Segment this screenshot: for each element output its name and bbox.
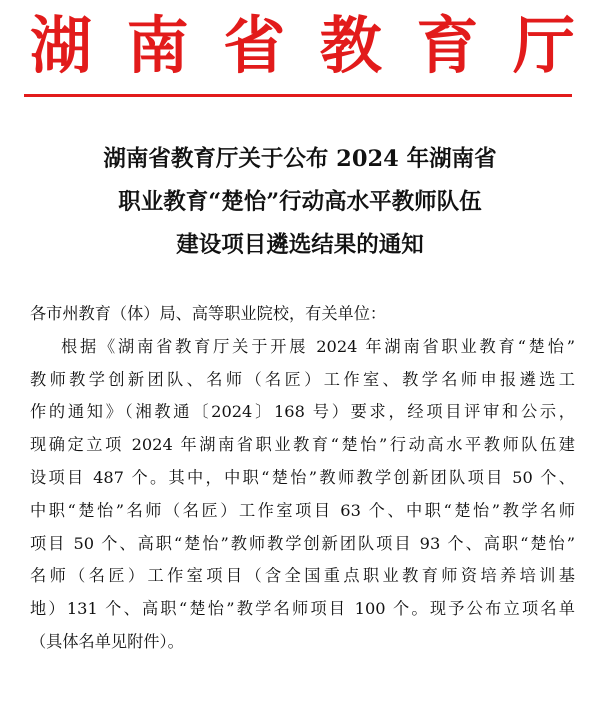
- paragraph-line: 教师教学创新团队、名师（名匠）工作室、教学名师申报遴选工: [30, 369, 575, 389]
- title-line: 湖南省教育厅关于公布 2024 年湖南省: [103, 146, 497, 172]
- document-title: [0, 138, 600, 267]
- salutation: 各市州教育（体）局、高等职业院校，有关单位：: [30, 304, 387, 323]
- agency-name-char: 南: [126, 9, 189, 82]
- paragraph-line: 地）131 个、高职“楚怡”教学名师项目 100 个。现予公布立项名单: [30, 599, 575, 619]
- agency-name-char: 教: [319, 9, 382, 82]
- title-line: 职业教育“楚怡”行动高水平教师队伍: [118, 189, 482, 215]
- document-body: [30, 298, 575, 659]
- paragraph-line: 根据《湖南省教育厅关于开展 2024 年湖南省职业教育“楚怡”: [61, 336, 575, 356]
- paragraph-line: 设项目 487 个。其中，中职“楚怡”教师教学创新团队项目 50 个、: [30, 467, 575, 487]
- body-paragraph: [30, 331, 575, 659]
- letterhead-divider: [24, 94, 572, 97]
- agency-name: [30, 4, 575, 88]
- paragraph-line: 现确定立项 2024 年湖南省职业教育“楚怡”行动高水平教师队伍建: [30, 435, 575, 455]
- agency-name-char: 省: [223, 9, 286, 82]
- title-line: 建设项目遴选结果的通知: [176, 232, 424, 258]
- paragraph-line: 中职“楚怡”名师（名匠）工作室项目 63 个、中职“楚怡”教学名师: [30, 500, 575, 520]
- paragraph-line: 项目 50 个、高职“楚怡”教师教学创新团队项目 93 个、高职“楚怡”: [30, 533, 575, 553]
- agency-name-char: 湖: [30, 9, 93, 82]
- paragraph-line: （具体名单见附件）。: [30, 631, 184, 651]
- paragraph-line: 作的通知》（湘教通〔2024〕168 号）要求，经项目评审和公示，: [30, 402, 575, 422]
- paragraph-line: 名师（名匠）工作室项目（含全国重点职业教育师资培养培训基: [30, 566, 575, 586]
- agency-name-char: 育: [416, 9, 479, 82]
- letterhead: [0, 0, 600, 100]
- agency-name-char: 厅: [512, 9, 575, 82]
